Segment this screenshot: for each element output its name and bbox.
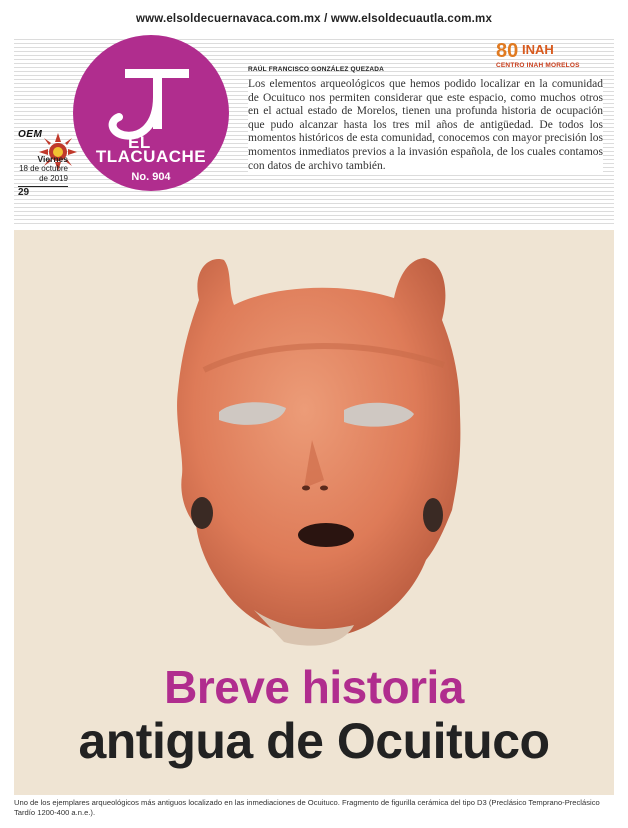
oem-logo: OEM — [18, 129, 43, 140]
inah-word: INAH — [522, 42, 554, 57]
logo-name: TLACUACHE — [95, 147, 207, 166]
inah-logo — [488, 40, 608, 72]
el-tlacuache-logo — [73, 35, 229, 191]
page-number: 29 — [18, 187, 30, 198]
weekday: Viernes — [37, 154, 68, 164]
logo-article: EL — [128, 133, 151, 152]
author-byline: RAÚL FRANCISCO GONZÁLEZ QUEZADA — [248, 66, 385, 73]
issue-number: No. 904 — [131, 171, 171, 183]
image-caption: Uno de los ejemplares arqueológicos más antiguos localizado en las inmediaciones de Ocuituco. Fragmento de figurilla cerámica del tipo D3 (Preclásico Temprano-Preclásico Tardío 1200-400 a.n.e.). — [14, 798, 600, 817]
inah-anniversary-number: 80 — [496, 40, 519, 62]
headline-line-2: antigua de Ocuituco — [78, 713, 550, 769]
intro-paragraph: Los elementos arqueológicos que hemos podido localizar en la comunidad de Ocuituco nos permiten considerar que este espacio, como muchos otros en el actual estado de Morelos, tienen una profunda historia de ocupación que pudo alcanzar hasta los tres mil años de antigüedad. De todos los momentos históricos de esta comunidad, conocemos con mayor precisión los momentos inmediatos previos a la invasión española, de los cuales contamos con datos de archivo también. — [248, 78, 603, 172]
site-urls: www.elsoldecuernavaca.com.mx / www.elsoldecuautla.com.mx — [135, 13, 493, 25]
inah-subtitle: CENTRO INAH MORELOS — [496, 62, 580, 69]
headline-line-1: Breve historia — [164, 661, 464, 713]
edition-date — [18, 154, 68, 198]
date-text: 18 de octubre de 2019 — [19, 164, 68, 183]
